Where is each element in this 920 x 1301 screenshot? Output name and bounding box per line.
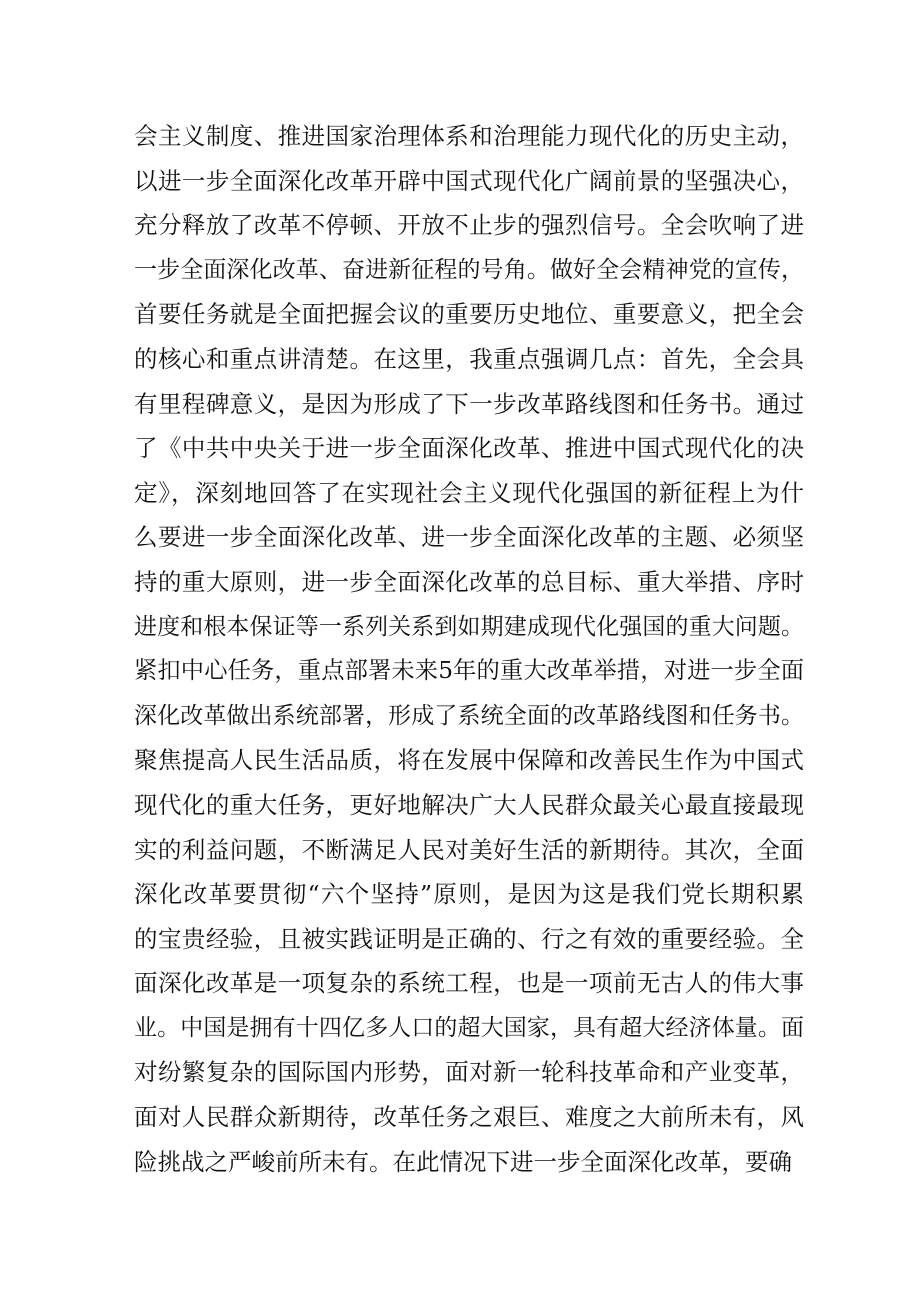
text-line: 会主义制度、推进国家治理体系和治理能力现代化的历史主动， (134, 122, 804, 150)
text-line: 充分释放了改革不停顿、开放不止步的强烈信号。全会吹响了进 (134, 211, 804, 240)
text-line: 业。中国是拥有十四亿多人口的超大国家，具有超大经济体量。面 (134, 1014, 804, 1041)
text-line: 实的利益问题，不断满足人民对美好生活的新期待。其次，全面 (134, 835, 804, 864)
text-line: 深化改革要贯彻“六个坚持”原则，是因为这是我们党长期积累 (134, 880, 804, 909)
text-line: 对纷繁复杂的国际国内形势，面对新一轮科技革命和产业变革， (134, 1058, 804, 1087)
text-line: 面深化改革是一项复杂的系统工程，也是一项前无古人的伟大事 (134, 969, 804, 998)
text-line: 持的重大原则，进一步全面深化改革的总目标、重大举措、序时 (134, 567, 804, 596)
text-line: 么要进一步全面深化改革、进一步全面深化改革的主题、必须坚 (134, 523, 804, 552)
text-line: 了《中共中央关于进一步全面深化改革、推进中国式现代化的决 (134, 434, 804, 463)
text-line: 定》，深刻地回答了在实现社会主义现代化强国的新征程上为什 (134, 478, 804, 507)
text-line: 聚焦提高人民生活品质，将在发展中保障和改善民生作为中国式 (134, 746, 804, 775)
text-line: 险挑战之严峻前所未有。在此情况下进一步全面深化改革，要确 (134, 1147, 792, 1176)
text-line: 进度和根本保证等一系列关系到如期建成现代化强国的重大问题。 (134, 613, 804, 640)
text-line: 一步全面深化改革、奋进新征程的号角。做好全会精神党的宣传， (134, 256, 804, 283)
text-line: 的核心和重点讲清楚。在这里，我重点强调几点：首先，全会具 (134, 344, 804, 373)
body-text (134, 114, 804, 1184)
text-line: 深化改革做出系统部署，形成了系统全面的改革路线图和任务书。 (134, 702, 804, 729)
text-line: 面对人民群众新期待，改革任务之艰巨、难度之大前所未有，风 (134, 1103, 804, 1132)
text-line: 紧扣中心任务，重点部署未来5年的重大改革举措，对进一步全面 (134, 657, 804, 685)
text-line: 有里程碑意义，是因为形成了下一步改革路线图和任务书。通过 (134, 389, 804, 418)
text-line: 的宝贵经验，且被实践证明是正确的、行之有效的重要经验。全 (134, 924, 804, 953)
text-line: 现代化的重大任务，更好地解决广大人民群众最关心最直接最现 (134, 790, 804, 819)
text-line: 首要任务就是全面把握会议的重要历史地位、重要意义，把全会 (134, 300, 804, 329)
text-line: 以进一步全面深化改革开辟中国式现代化广阔前景的坚强决心， (134, 166, 804, 195)
